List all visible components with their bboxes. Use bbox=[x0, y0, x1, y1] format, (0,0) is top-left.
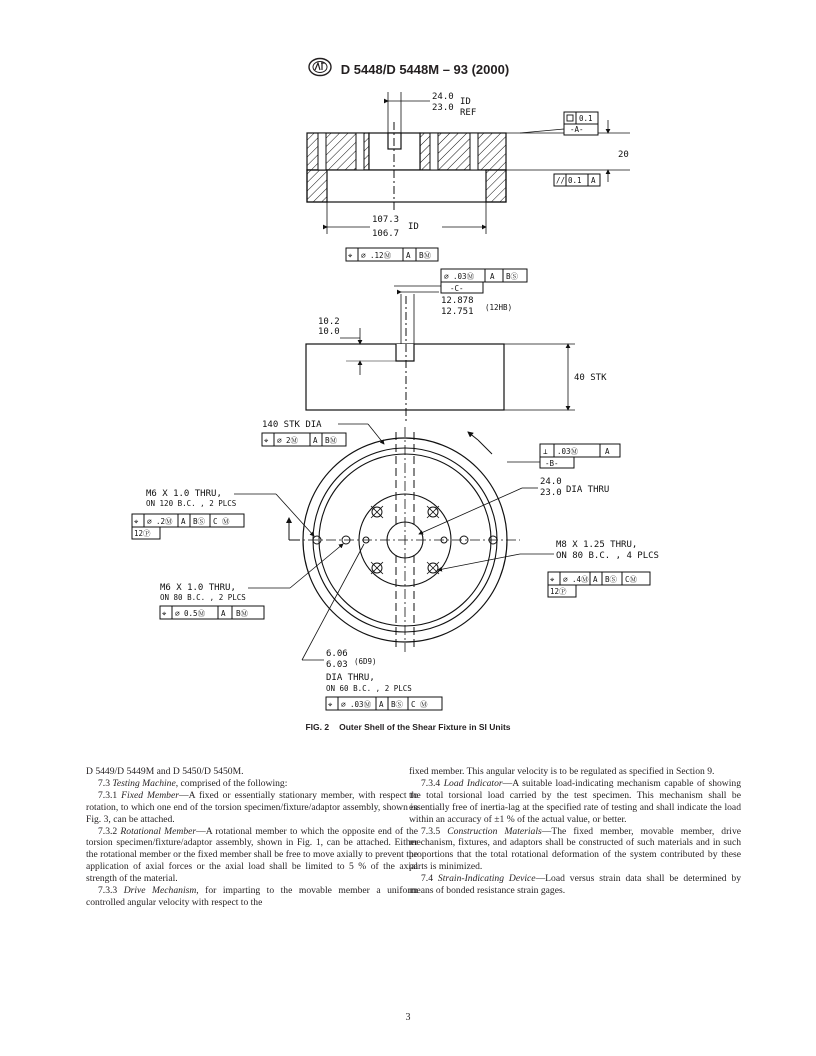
svg-text:CⓂ: CⓂ bbox=[625, 575, 638, 584]
astm-logo-icon bbox=[307, 57, 333, 82]
svg-text:⌀ .2Ⓜ: ⌀ .2Ⓜ bbox=[147, 517, 173, 526]
datum-c: -C- bbox=[450, 284, 464, 293]
pin-fcf bbox=[326, 697, 442, 710]
pin-dia-lower: 6.03 bbox=[326, 660, 348, 670]
svg-text:A: A bbox=[313, 436, 318, 445]
right-text-column bbox=[409, 766, 741, 897]
svg-text:⌀ 0.5Ⓜ: ⌀ 0.5Ⓜ bbox=[175, 609, 206, 618]
center-dia-upper: 24.0 bbox=[540, 477, 562, 487]
svg-text:⌖: ⌖ bbox=[264, 436, 269, 445]
pin-label-2: ON 60 B.C. , 2 PLCS bbox=[326, 684, 412, 693]
paragraph: 7.3.3 Drive Mechanism, for imparting to the movable member a uniform controlled angular velocity with respect to the bbox=[86, 885, 418, 908]
m8-fcf bbox=[548, 572, 650, 597]
svg-text:C Ⓜ: C Ⓜ bbox=[411, 700, 428, 709]
m8-label-1: M8 X 1.25 THRU, bbox=[556, 540, 638, 550]
m6-80-label-2: ON 80 B.C. , 2 PLCS bbox=[160, 593, 246, 602]
stk-dia-fcf bbox=[262, 433, 346, 446]
m6-120-label-1: M6 X 1.0 THRU, bbox=[146, 489, 222, 499]
svg-text:.03Ⓜ: .03Ⓜ bbox=[557, 447, 579, 456]
thickness-dim: 20 bbox=[618, 150, 629, 160]
svg-text:BⓂ: BⓂ bbox=[236, 609, 249, 618]
svg-text:A: A bbox=[379, 700, 384, 709]
m6-80-label-1: M6 X 1.0 THRU, bbox=[160, 583, 236, 593]
slot-dim-upper: 12.878 bbox=[441, 296, 474, 306]
svg-text:BⓂ: BⓂ bbox=[419, 251, 432, 260]
datum-b: -B- bbox=[545, 459, 559, 468]
ref-label: REF bbox=[460, 108, 477, 118]
svg-text:BⓈ: BⓈ bbox=[193, 517, 206, 526]
svg-text:A: A bbox=[605, 447, 610, 456]
slot-position-fcf bbox=[441, 269, 527, 293]
figure-caption bbox=[0, 722, 816, 732]
svg-text:12Ⓟ: 12Ⓟ bbox=[134, 529, 151, 538]
document-designation: D 5448/D 5448M – 93 (2000) bbox=[340, 62, 510, 77]
stk-dia-label: 140 STK DIA bbox=[262, 420, 322, 430]
svg-text:A: A bbox=[593, 575, 598, 584]
paragraph: 7.3.4 Load Indicator—A suitable load-indicating mechanism capable of showing the total torsional load carried by the test specimen. This mechanism shall be essentially free of inertia-lag at the specified rate of testing and shall indicate the load within an accuracy of ±1 % of the actual value, or better. bbox=[409, 777, 741, 825]
bore-dim-lower: 106.7 bbox=[372, 229, 400, 239]
svg-text:⌀ 2Ⓜ: ⌀ 2Ⓜ bbox=[277, 436, 299, 445]
parallel-symbol: // bbox=[556, 176, 566, 185]
bore-dim-upper: 107.3 bbox=[372, 215, 400, 225]
datum-a: -A- bbox=[570, 125, 584, 134]
svg-text:⌀ .03Ⓜ: ⌀ .03Ⓜ bbox=[341, 700, 372, 709]
svg-text:⌖: ⌖ bbox=[162, 609, 167, 618]
svg-text:⌖: ⌖ bbox=[328, 700, 333, 709]
technical-drawing bbox=[0, 82, 816, 722]
figure-caption-text: Outer Shell of the Shear Fixture in SI Units bbox=[339, 722, 511, 732]
svg-text:⌀ .12Ⓜ: ⌀ .12Ⓜ bbox=[361, 251, 392, 260]
flatness-value: 0.1 bbox=[579, 114, 593, 123]
id-label: ID bbox=[460, 97, 471, 107]
figure-number: FIG. 2 bbox=[305, 722, 330, 732]
svg-text:⌀ .4Ⓜ: ⌀ .4Ⓜ bbox=[563, 575, 589, 584]
svg-text:⌖: ⌖ bbox=[348, 251, 353, 260]
middle-elevation-view bbox=[306, 269, 607, 422]
pin-label-1: DIA THRU, bbox=[326, 673, 375, 683]
svg-text:12Ⓟ: 12Ⓟ bbox=[550, 587, 567, 596]
id-dim-upper: 24.0 bbox=[432, 92, 454, 102]
svg-text:⌖: ⌖ bbox=[134, 517, 139, 526]
svg-text:BⓂ: BⓂ bbox=[325, 436, 338, 445]
parallelism-fcf bbox=[554, 174, 600, 186]
depth-dim-lower: 10.0 bbox=[318, 327, 340, 337]
paragraph: 7.3.1 Fixed Member—A fixed or essentially stationary member, with respect to rotation, to which one end of the torsion specimen/fixture/adaptor assembly, shown in Fig. 3, can be attached. bbox=[86, 789, 418, 825]
flatness-fcf bbox=[564, 112, 598, 135]
svg-text:C Ⓜ: C Ⓜ bbox=[213, 517, 230, 526]
m6-120-label-2: ON 120 B.C. , 2 PLCS bbox=[146, 499, 237, 508]
svg-text:⌖: ⌖ bbox=[550, 575, 555, 584]
svg-text:A: A bbox=[406, 251, 411, 260]
bore-position-fcf bbox=[346, 248, 438, 261]
slot-note: (12HB) bbox=[485, 303, 513, 312]
slot-dim-lower: 12.751 bbox=[441, 307, 474, 317]
center-dia-lower: 23.0 bbox=[540, 488, 562, 498]
svg-text:A: A bbox=[181, 517, 186, 526]
parallel-value: 0.1 bbox=[568, 176, 582, 185]
left-text-column bbox=[86, 766, 418, 909]
perpendicularity-fcf bbox=[540, 444, 620, 468]
page-header bbox=[0, 57, 816, 82]
paragraph: fixed member. This angular velocity is to be regulated as specified in Section 9. bbox=[409, 766, 715, 777]
paragraph: D 5449/D 5449M and D 5450/D 5450M. bbox=[86, 766, 244, 777]
svg-text:A: A bbox=[221, 609, 226, 618]
svg-text:⊥: ⊥ bbox=[543, 447, 548, 456]
bore-id-label: ID bbox=[408, 222, 419, 232]
pin-dia-upper: 6.06 bbox=[326, 649, 348, 659]
svg-text:BⓈ: BⓈ bbox=[605, 575, 618, 584]
svg-text:⌀ .03Ⓜ: ⌀ .03Ⓜ bbox=[444, 272, 475, 281]
top-section-view bbox=[307, 92, 630, 261]
stock-dim: 40 STK bbox=[574, 373, 607, 383]
pin-note: (6D9) bbox=[354, 657, 377, 666]
paragraph: 7.3.2 Rotational Member—A rotational member to which the opposite end of the torsion specimen/fixture/adaptor assembly, shown in Fig. 1, can be attached. Either the rotational member or the fixed member shall be free to move axially to prevent the application of axial forces or the axial load shall be limited to 5 % of the axial strength of the material. bbox=[86, 825, 419, 885]
m6-120-fcf bbox=[132, 514, 244, 539]
front-plan-view bbox=[132, 420, 659, 710]
m8-label-2: ON 80 B.C. , 4 PLCS bbox=[556, 551, 659, 561]
parallel-datum: A bbox=[591, 176, 596, 185]
svg-text:A: A bbox=[490, 272, 495, 281]
svg-text:BⓈ: BⓈ bbox=[391, 700, 404, 709]
page-number: 3 bbox=[405, 1012, 411, 1023]
id-dim-lower: 23.0 bbox=[432, 103, 454, 113]
m6-80-fcf bbox=[160, 606, 264, 619]
svg-text:BⓈ: BⓈ bbox=[506, 272, 519, 281]
paragraph: 7.3 Testing Machine, comprised of the following: bbox=[98, 777, 288, 789]
depth-dim-upper: 10.2 bbox=[318, 317, 340, 327]
center-dia-thru: DIA THRU bbox=[566, 485, 610, 495]
paragraph: 7.3.5 Construction Materials—The fixed member, movable member, drive mechanism, fixtures, and adaptors shall be constructed of such materials and in such proportions that the total rotational deformation of the system contributed by these parts is minimized. bbox=[409, 825, 742, 873]
paragraph: 7.4 Strain-Indicating Device—Load versus strain data shall be determined by means of bonded resistance strain gages. bbox=[409, 873, 742, 897]
